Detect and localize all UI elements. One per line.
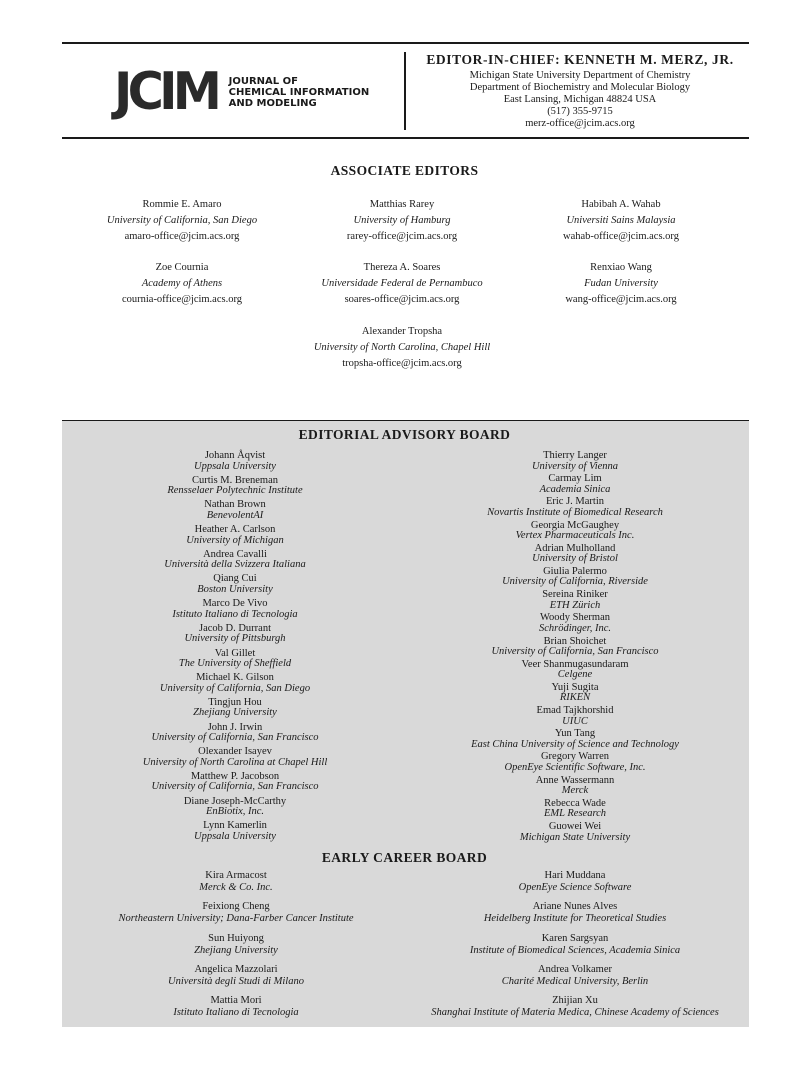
member-affiliation: Schrödinger, Inc. <box>538 622 612 634</box>
member-name: Veer Shanmugasundaram <box>521 658 629 670</box>
editor-affiliation: Fudan University <box>584 278 658 289</box>
member-name: Yuji Sugita <box>551 681 599 693</box>
member-affiliation: University of North Carolina at Chapel Hill <box>142 756 328 768</box>
member-affiliation: Vertex Pharmaceuticals Inc. <box>515 530 635 542</box>
member-affiliation: University of California, San Francisco <box>151 732 319 744</box>
board-member <box>430 451 720 474</box>
associate-editor <box>57 197 307 245</box>
member-name: Andrea Cavalli <box>203 548 267 560</box>
member-name: Marco De Vivo <box>202 598 268 610</box>
board-member <box>430 799 720 822</box>
member-affiliation: East China University of Science and Technology <box>471 738 679 750</box>
editor-affiliation: University of North Carolina, Chapel Hill <box>313 342 491 353</box>
logo-line: JOURNAL OF <box>228 75 298 87</box>
board-member <box>430 637 720 660</box>
logo-mark: JCIM <box>114 62 218 122</box>
board-member <box>430 776 720 799</box>
member-affiliation: Istituto Italiano di Tecnologia <box>172 608 298 620</box>
board-member <box>430 613 720 636</box>
member-affiliation: RIKEN <box>559 692 591 704</box>
member-name: Qiang Cui <box>213 573 257 585</box>
board-member <box>90 821 380 846</box>
board-member <box>90 698 380 723</box>
editor-email[interactable]: wang-office@jcim.acs.org <box>565 294 677 305</box>
member-affiliation: ETH Zürich <box>549 599 601 611</box>
logo-line: CHEMICAL INFORMATION <box>228 86 370 98</box>
board-member <box>66 933 406 964</box>
board-member <box>90 476 380 501</box>
board-member <box>405 964 745 995</box>
associate-editor <box>496 260 746 308</box>
board-member <box>430 590 720 613</box>
editor-name: Matthias Rarey <box>369 199 435 210</box>
board-member <box>430 544 720 567</box>
member-name: Heather A. Carlson <box>194 524 276 536</box>
member-name: Woody Sherman <box>539 612 611 624</box>
board-member <box>90 649 380 674</box>
member-name: Emad Tajkhorshid <box>536 705 614 717</box>
member-affiliation: University of Vienna <box>531 460 619 472</box>
member-name: Michael K. Gilson <box>196 672 274 684</box>
board-member <box>90 500 380 525</box>
board-member <box>430 822 720 845</box>
member-name: Olexander Isayev <box>198 746 272 758</box>
member-name: Georgia McGaughey <box>530 519 620 531</box>
board-member <box>90 599 380 624</box>
editor-in-chief-title: EDITOR-IN-CHIEF: KENNETH M. MERZ, JR. <box>426 52 734 67</box>
member-affiliation: Zhejiang University <box>193 707 277 719</box>
member-affiliation: University of Bristol <box>532 553 618 565</box>
board-member <box>430 752 720 775</box>
member-affiliation: University of California, San Francisco <box>151 781 319 793</box>
board-member <box>90 723 380 748</box>
member-name: Jacob D. Durrant <box>198 622 272 634</box>
member-affiliation: Heidelberg Institute for Theoretical Studies <box>483 913 667 925</box>
member-affiliation: Academia Sinica <box>539 483 611 495</box>
board-member <box>66 964 406 995</box>
editor-affiliation: Universidade Federal de Pernambuco <box>321 278 483 289</box>
member-name: Rebecca Wade <box>544 797 606 809</box>
member-affiliation: EML Research <box>543 808 607 820</box>
editor-name: Alexander Tropsha <box>361 326 443 337</box>
editor-email[interactable]: tropsha-office@jcim.acs.org <box>342 358 462 369</box>
board-member <box>405 995 745 1026</box>
early-career-board-title: EARLY CAREER BOARD <box>321 850 488 865</box>
member-affiliation: OpenEye Scientific Software, Inc. <box>504 761 646 773</box>
early-career-right-column <box>405 870 745 1026</box>
board-member <box>66 995 406 1026</box>
member-name: Yun Tang <box>554 728 596 740</box>
member-affiliation: University of Pittsburgh <box>184 633 286 645</box>
editor-email[interactable]: amaro-office@jcim.acs.org <box>124 231 240 242</box>
member-name: Kira Armacost <box>205 870 267 881</box>
member-affiliation: University of California, San Francisco <box>491 646 659 657</box>
editor-affiliation: University of Hamburg <box>353 215 451 226</box>
member-affiliation: UIUC <box>562 715 588 727</box>
board-member <box>430 521 720 544</box>
member-affiliation: Istituto Italiano di Tecnologia <box>173 1007 299 1019</box>
editor-name: Renxiao Wang <box>590 262 652 273</box>
associate-editor <box>277 197 527 245</box>
member-name: Diane Joseph-McCarthy <box>183 795 287 807</box>
eic-address: East Lansing, Michigan 48824 USA <box>503 94 657 105</box>
editor-affiliation: Universiti Sains Malaysia <box>566 215 676 226</box>
member-name: Curtis M. Breneman <box>191 474 279 486</box>
logo-wordmark <box>229 76 370 109</box>
member-name: Brian Shoichet <box>543 635 607 647</box>
jcim-logo <box>114 62 370 122</box>
associate-editor <box>496 197 746 245</box>
editor-email[interactable]: wahab-office@jcim.acs.org <box>563 231 679 242</box>
member-affiliation: BenevolentAI <box>206 509 264 521</box>
logo-line: AND MODELING <box>228 97 317 109</box>
associate-editor <box>277 260 527 308</box>
editor-email[interactable]: soares-office@jcim.acs.org <box>344 294 460 305</box>
member-affiliation: University of Michigan <box>186 534 284 546</box>
board-member <box>90 747 380 772</box>
member-name: Giulia Palermo <box>543 565 607 577</box>
editor-affiliation: University of California, San Diego <box>106 215 258 226</box>
board-member <box>90 574 380 599</box>
board-member <box>90 772 380 797</box>
board-member <box>90 624 380 649</box>
board-member <box>90 550 380 575</box>
board-member <box>90 525 380 550</box>
member-affiliation: Merck & Co. Inc. <box>199 882 273 893</box>
member-name: Angelica Mazzolari <box>194 963 278 975</box>
member-affiliation: Uppsala University <box>194 460 276 472</box>
member-name: Guowei Wei <box>548 821 602 832</box>
member-name: Matthew P. Jacobson <box>190 770 280 782</box>
member-name: Sun Huiyong <box>208 932 264 944</box>
member-affiliation: Merck <box>561 785 589 797</box>
board-member <box>66 901 406 932</box>
header-bottom-rule <box>62 137 749 139</box>
member-affiliation: Shanghai Institute of Materia Medica, Chinese Academy of Sciences <box>431 1007 719 1019</box>
member-affiliation: Charité Medical University, Berlin <box>501 975 649 987</box>
member-affiliation: University of California, Riverside <box>502 576 648 588</box>
member-name: Johann Åqvist <box>204 450 266 461</box>
advisory-board-title: EDITORIAL ADVISORY BOARD <box>298 427 511 442</box>
board-member <box>90 673 380 698</box>
editor-name: Habibah A. Wahab <box>581 199 661 210</box>
member-name: Thierry Langer <box>543 450 607 461</box>
eic-email[interactable]: merz-office@jcim.acs.org <box>525 118 635 129</box>
member-name: Lynn Kamerlin <box>203 820 267 832</box>
advisory-board-right-column <box>430 451 720 845</box>
editor-name: Rommie E. Amaro <box>142 199 222 210</box>
member-affiliation: The University of Sheffield <box>178 658 292 669</box>
member-affiliation: Università della Svizzera Italiana <box>164 559 306 571</box>
member-affiliation: EnBiotix, Inc. <box>205 806 265 818</box>
member-affiliation: Uppsala University <box>194 830 276 842</box>
associate-editor <box>277 324 527 372</box>
early-career-left-column <box>66 870 406 1026</box>
editor-name: Zoe Cournia <box>155 262 209 273</box>
editor-in-chief-block <box>420 52 740 130</box>
board-member <box>405 870 745 901</box>
advisory-board-left-column <box>90 451 380 846</box>
editor-affiliation: Academy of Athens <box>141 278 223 289</box>
member-affiliation: Università degli Studi di Milano <box>168 975 304 987</box>
board-member <box>430 660 720 683</box>
member-name: Nathan Brown <box>204 499 266 511</box>
board-member <box>430 706 720 729</box>
member-name: Adrian Mulholland <box>534 542 616 554</box>
board-member <box>66 870 406 901</box>
member-name: Carmay Lim <box>548 473 602 485</box>
member-affiliation: University of California, San Diego <box>159 682 311 694</box>
member-name: Andrea Volkamer <box>538 963 612 975</box>
member-name: Ariane Nunes Alves <box>532 901 618 913</box>
member-name: Hari Muddana <box>544 870 606 881</box>
member-affiliation: Institute of Biomedical Sciences, Academia Sinica <box>469 944 681 956</box>
board-member <box>405 933 745 964</box>
eic-dept: Michigan State University Department of Chemistry <box>469 70 691 81</box>
member-affiliation: Michigan State University <box>519 831 631 843</box>
member-name: Zhijian Xu <box>552 995 598 1007</box>
member-affiliation: Rensselaer Polytechnic Institute <box>167 485 303 497</box>
board-member <box>430 683 720 706</box>
board-member <box>430 729 720 752</box>
member-name: Gregory Warren <box>540 751 610 763</box>
member-name: Anne Wassermann <box>535 774 615 786</box>
member-affiliation: Boston University <box>197 583 273 595</box>
board-member <box>90 451 380 476</box>
member-name: Eric J. Martin <box>545 496 605 508</box>
eic-phone: (517) 355-9715 <box>547 106 613 117</box>
associate-editor <box>57 260 307 308</box>
member-name: Tingjun Hou <box>208 696 262 708</box>
member-affiliation: OpenEye Science Software <box>518 882 632 893</box>
board-member <box>405 901 745 932</box>
member-name: Karen Sargsyan <box>541 932 609 944</box>
header-divider <box>404 52 406 130</box>
member-name: Mattia Mori <box>210 995 262 1007</box>
associate-editors-title: ASSOCIATE EDITORS <box>330 163 479 178</box>
board-member <box>430 567 720 590</box>
editor-email[interactable]: cournia-office@jcim.acs.org <box>121 294 243 305</box>
board-member <box>430 497 720 520</box>
member-name: Sereina Riniker <box>542 589 608 601</box>
editor-name: Thereza A. Soares <box>363 262 441 273</box>
member-name: Feixiong Cheng <box>202 901 270 913</box>
member-affiliation: Celgene <box>557 669 593 681</box>
member-name: Val Gillet <box>214 647 256 659</box>
member-affiliation: Novartis Institute of Biomedical Research <box>487 506 663 518</box>
editor-email[interactable]: rarey-office@jcim.acs.org <box>346 231 458 242</box>
board-member <box>90 797 380 822</box>
header-top-rule <box>62 42 749 44</box>
eic-dept: Department of Biochemistry and Molecular Biology <box>469 82 691 93</box>
member-affiliation: Northeastern University; Dana-Farber Cancer Institute <box>118 913 354 925</box>
member-name: John J. Irwin <box>207 721 263 733</box>
board-member <box>430 474 720 497</box>
member-affiliation: Zhejiang University <box>194 944 278 956</box>
